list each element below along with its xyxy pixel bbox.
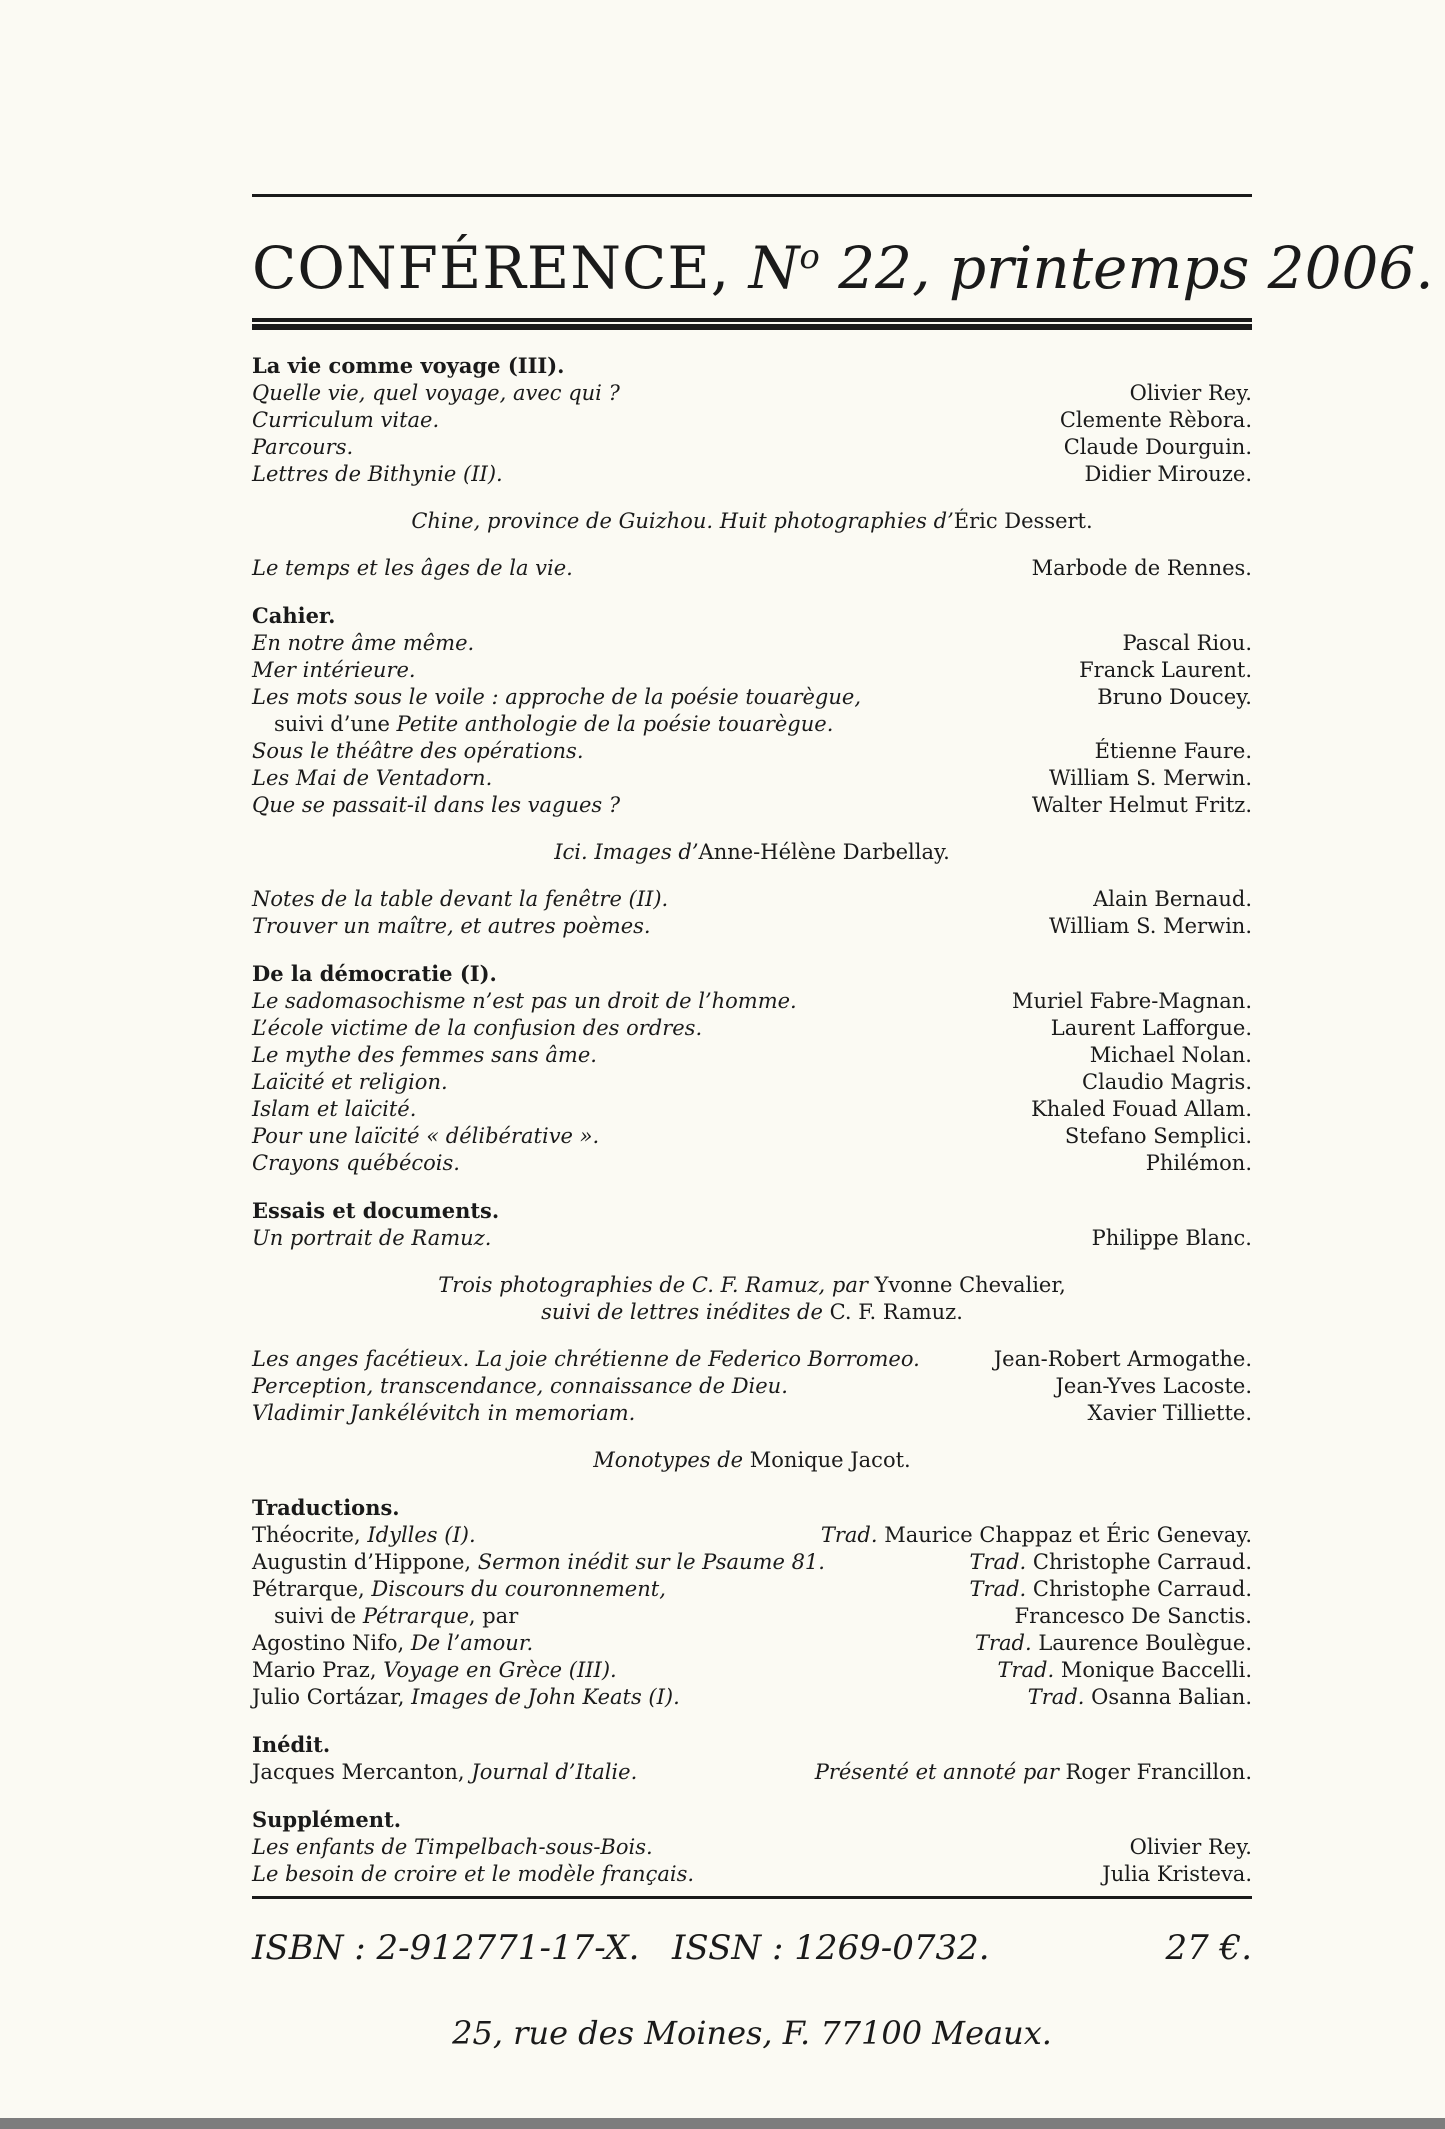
- section-heading: De la démocratie (I).: [252, 961, 497, 986]
- list-item: Lettres de Bithynie (II). Didier Mirouze.: [252, 462, 1252, 486]
- photo-credit: Chine, province de Guizhou. Huit photographies d’Éric Dessert.: [411, 509, 1093, 533]
- list-item: Agostino Nifo, De l’amour. Trad. Laurence Boulègue.: [252, 1631, 1252, 1655]
- bottom-rule: [252, 1896, 1252, 1899]
- section-heading: Essais et documents.: [252, 1198, 500, 1223]
- list-item: Notes de la table devant la fenêtre (II). Alain Bernaud.: [252, 887, 1252, 911]
- list-item: Perception, transcendance, connaissance de Dieu. Jean-Yves Lacoste.: [252, 1374, 1252, 1398]
- issn-text: ISSN : 1269-0732.: [672, 1928, 990, 1968]
- price-text: 27 €.: [1165, 1928, 1252, 1968]
- list-item: suivi d’une Petite anthologie de la poésie touarègue.: [274, 712, 834, 736]
- list-item: Mario Praz, Voyage en Grèce (III). Trad. Monique Baccelli.: [252, 1658, 1252, 1682]
- list-item: Curriculum vitae. Clemente Rèbora.: [252, 408, 1252, 432]
- publication-footer: [252, 1920, 1252, 1976]
- list-item: Les enfants de Timpelbach-sous-Bois. Olivier Rey.: [252, 1835, 1252, 1859]
- list-item: suivi de Pétrarque, par Francesco De Sanctis.: [274, 1604, 1252, 1628]
- list-item: Pour une laïcité « délibérative ». Stefano Semplici.: [252, 1124, 1252, 1148]
- photo-credit: suivi de lettres inédites de C. F. Ramuz.: [541, 1300, 963, 1324]
- list-item: Le sadomasochisme n’est pas un droit de l’homme. Muriel Fabre-Magnan.: [252, 989, 1252, 1013]
- image-credit: Ici. Images d’Anne-Hélène Darbellay.: [554, 840, 950, 864]
- isbn-text: ISBN : 2-912771-17-X.: [252, 1928, 640, 1968]
- title-double-rule: [252, 318, 1252, 330]
- list-item: Julio Cortázar, Images de John Keats (I). Trad. Osanna Balian.: [252, 1685, 1252, 1709]
- list-item: Un portrait de Ramuz. Philippe Blanc.: [252, 1226, 1252, 1250]
- image-credit: Monotypes de Monique Jacot.: [593, 1448, 911, 1472]
- list-item: En notre âme même. Pascal Riou.: [252, 631, 1252, 655]
- list-item: Le besoin de croire et le modèle français. Julia Kristeva.: [252, 1862, 1252, 1886]
- section-heading: Traductions.: [252, 1495, 400, 1520]
- page-title: CONFÉRENCE, $N^o$ 22, printemps 2006.: [252, 234, 1434, 302]
- section-heading: La vie comme voyage (III).: [252, 353, 565, 378]
- list-item: Sous le théâtre des opérations. Étienne Faure.: [252, 739, 1252, 763]
- list-item: Les mots sous le voile : approche de la poésie touarègue, Bruno Doucey.: [252, 685, 1252, 709]
- list-item: Augustin d’Hippone, Sermon inédit sur le Psaume 81. Trad. Christophe Carraud.: [252, 1550, 1252, 1574]
- top-rule: [252, 194, 1252, 197]
- list-item: L’école victime de la confusion des ordres. Laurent Lafforgue.: [252, 1016, 1252, 1040]
- photo-credit: Trois photographies de C. F. Ramuz, par Yvonne Chevalier,: [438, 1273, 1066, 1297]
- list-item: Théocrite, Idylles (I). Trad. Maurice Chappaz et Éric Genevay.: [252, 1523, 1252, 1547]
- list-item: Le temps et les âges de la vie. Marbode de Rennes.: [252, 556, 1252, 580]
- list-item: Quelle vie, quel voyage, avec qui ? Olivier Rey.: [252, 381, 1252, 405]
- list-item: Trouver un maître, et autres poèmes. William S. Merwin.: [252, 914, 1252, 938]
- list-item: Les anges facétieux. La joie chrétienne de Federico Borromeo. Jean-Robert Armogathe.: [252, 1347, 1252, 1371]
- section-heading: Inédit.: [252, 1732, 331, 1757]
- list-item: Mer intérieure. Franck Laurent.: [252, 658, 1252, 682]
- list-item: Islam et laïcité. Khaled Fouad Allam.: [252, 1097, 1252, 1121]
- publisher-address: 25, rue des Moines, F. 77100 Meaux.: [452, 2014, 1052, 2052]
- list-item: Crayons québécois. Philémon.: [252, 1151, 1252, 1175]
- list-item: Parcours. Claude Dourguin.: [252, 435, 1252, 459]
- list-item: Laïcité et religion. Claudio Magris.: [252, 1070, 1252, 1094]
- scan-edge: [0, 2118, 1445, 2129]
- list-item: Que se passait-il dans les vagues ? Walter Helmut Fritz.: [252, 793, 1252, 817]
- section-heading: Supplément.: [252, 1807, 401, 1832]
- list-item: Les Mai de Ventadorn. William S. Merwin.: [252, 766, 1252, 790]
- list-item: Le mythe des femmes sans âme. Michael Nolan.: [252, 1043, 1252, 1067]
- list-item: Jacques Mercanton, Journal d’Italie. Présenté et annoté par Roger Francillon.: [252, 1760, 1252, 1784]
- section-heading: Cahier.: [252, 603, 336, 628]
- contents-list: [252, 352, 1252, 1888]
- list-item: Pétrarque, Discours du couronnement, Trad. Christophe Carraud.: [252, 1577, 1252, 1601]
- list-item: Vladimir Jankélévitch in memoriam. Xavier Tilliette.: [252, 1401, 1252, 1425]
